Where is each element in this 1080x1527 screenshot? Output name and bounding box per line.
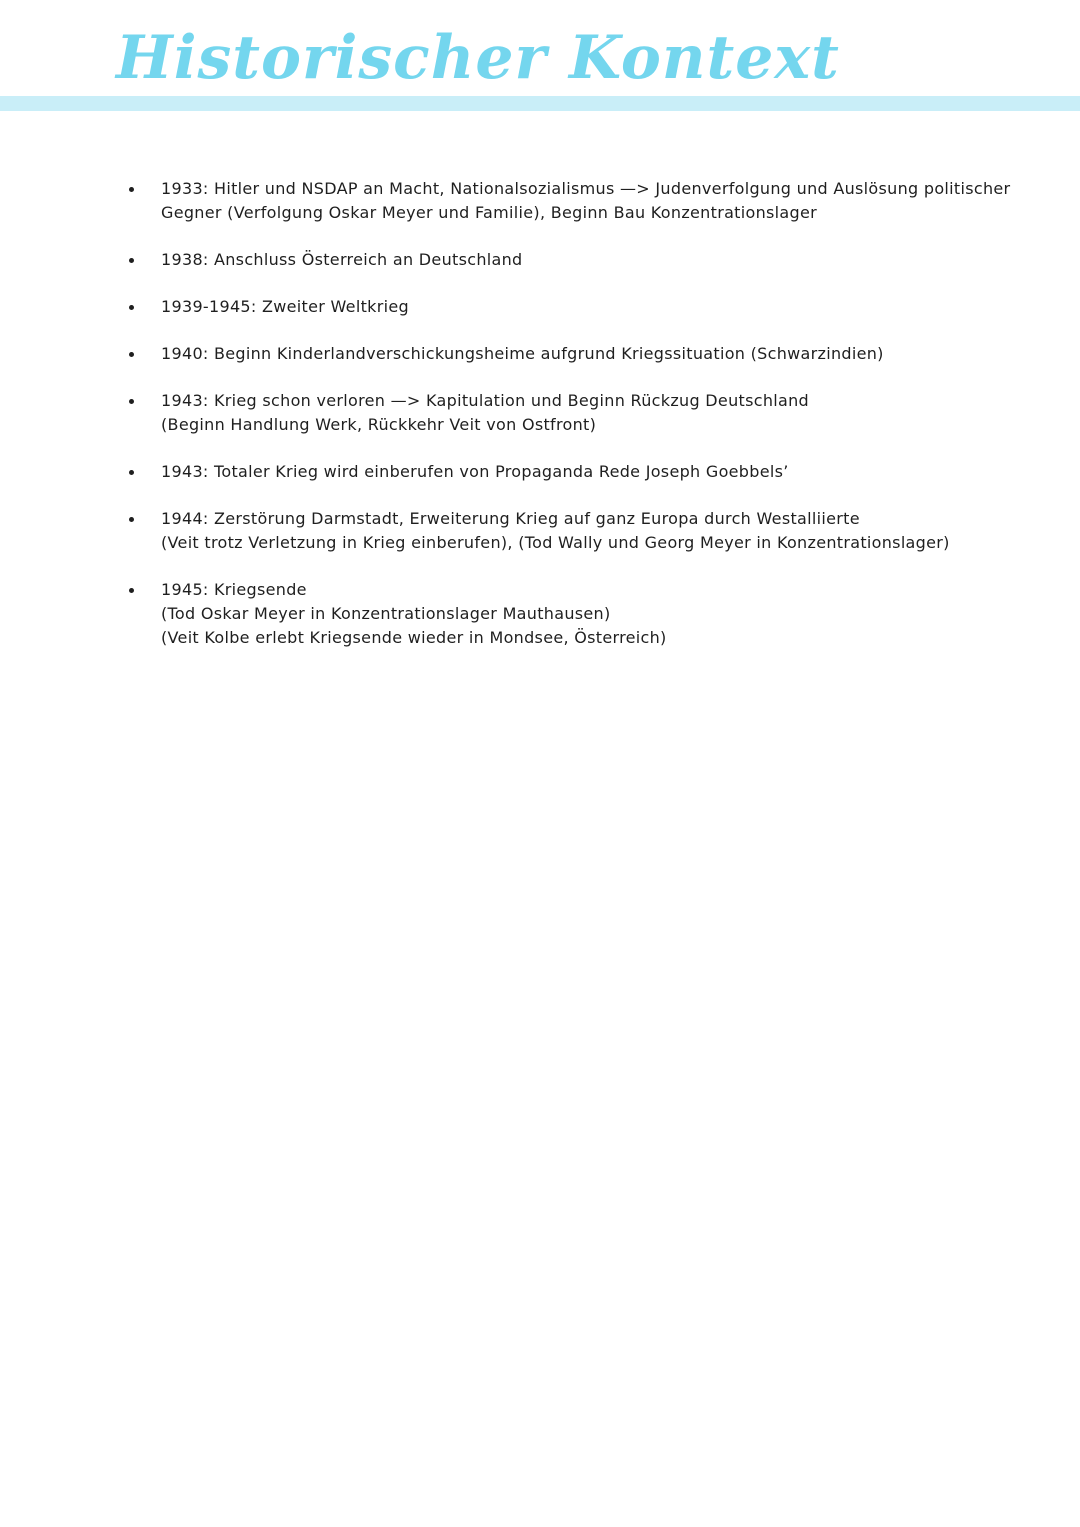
timeline-list — [0, 177, 1080, 673]
bullet-icon — [129, 305, 134, 310]
timeline-entry-1943-rueckzug — [0, 389, 1080, 437]
bullet-icon — [129, 517, 134, 522]
entry-text-line: 1943: Krieg schon verloren —> Kapitulation und Beginn Rückzug Deutschland — [161, 391, 810, 410]
timeline-entry-1938 — [0, 248, 1080, 272]
entry-text-line: 1938: Anschluss Österreich an Deutschland — [161, 250, 523, 269]
bullet-icon — [129, 470, 134, 475]
timeline-entry-1943-totaler-krieg — [0, 460, 1080, 484]
entry-text-line: (Beginn Handlung Werk, Rückkehr Veit von Ostfront) — [161, 415, 597, 434]
entry-text-line: 1940: Beginn Kinderlandverschickungsheime aufgrund Kriegssituation (Schwarzindien) — [161, 344, 884, 363]
entry-text-line: 1939-1945: Zweiter Weltkrieg — [161, 297, 409, 316]
entry-text-line: (Veit Kolbe erlebt Kriegsende wieder in Mondsee, Österreich) — [161, 628, 667, 647]
entry-text-line: Gegner (Verfolgung Oskar Meyer und Familie), Beginn Bau Konzentrationslager — [161, 203, 817, 222]
entry-text-line: (Veit trotz Verletzung in Krieg einberufen), (Tod Wally und Georg Meyer in Konzentrationslager) — [161, 533, 950, 552]
bullet-icon — [129, 399, 134, 404]
entry-text-line: 1943: Totaler Krieg wird einberufen von Propaganda Rede Joseph Goebbels’ — [161, 462, 789, 481]
timeline-entry-1940 — [0, 342, 1080, 366]
timeline-entry-1933-machtergreifung — [0, 177, 1080, 225]
bullet-icon — [129, 352, 134, 357]
page-title: Historischer Kontext — [116, 23, 840, 93]
bullet-icon — [129, 187, 134, 192]
entry-text-line: 1944: Zerstörung Darmstadt, Erweiterung Krieg auf ganz Europa durch Westalliierte — [161, 509, 860, 528]
entry-text-line: 1945: Kriegsende — [161, 580, 307, 599]
entry-text-line: 1933: Hitler und NSDAP an Macht, Nationalsozialismus —> Judenverfolgung und Auslösung politischer — [161, 179, 1011, 198]
timeline-entry-1944 — [0, 507, 1080, 555]
timeline-entry-1939-1945 — [0, 295, 1080, 319]
bullet-icon — [129, 258, 134, 263]
timeline-entry-1945 — [0, 578, 1080, 650]
entry-text-line: (Tod Oskar Meyer in Konzentrationslager Mauthausen) — [161, 604, 611, 623]
title-underline-bar — [0, 96, 1080, 111]
bullet-icon — [129, 588, 134, 593]
